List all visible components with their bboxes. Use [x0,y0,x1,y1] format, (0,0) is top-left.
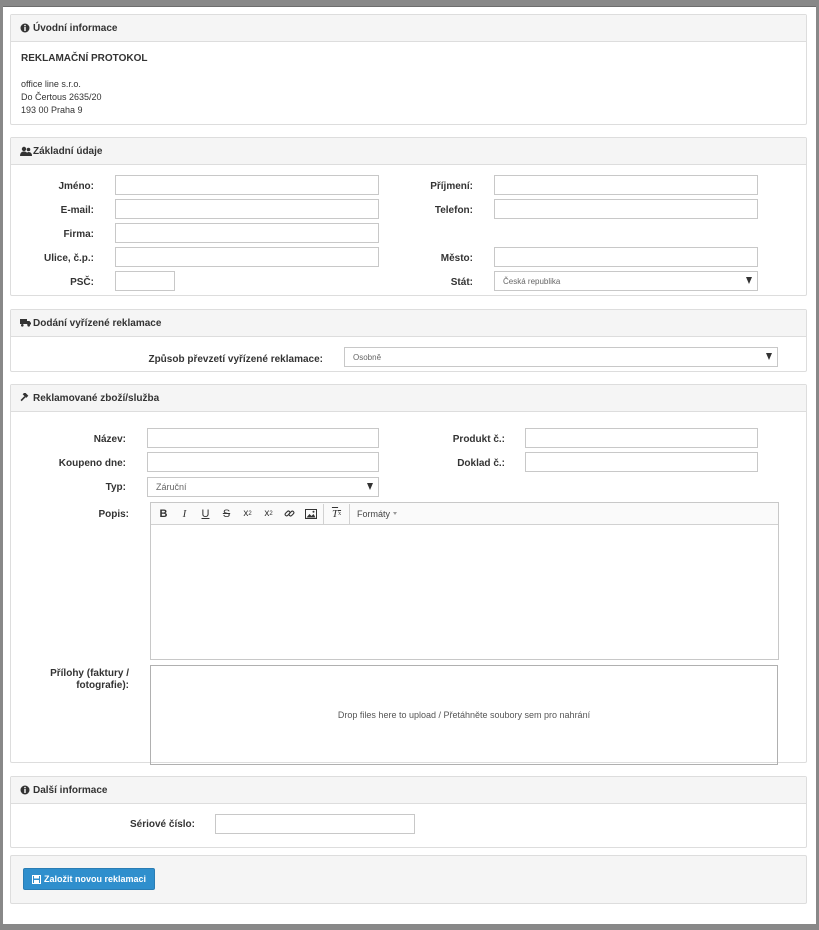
mesto-label: Město: [440,253,473,264]
formats-dropdown[interactable] [352,509,402,519]
serial-number-label: Sériové číslo: [129,819,195,830]
psc-input[interactable] [115,271,175,291]
company-name: office line s.r.o. [21,79,81,89]
formats-label: Formáty [357,508,391,519]
telefon-input[interactable] [494,199,758,219]
delivery-heading [11,310,806,337]
toolbar-divider [323,504,324,524]
truck-icon [20,318,30,328]
dropzone-text: Drop files here to upload / Přetáhněte soubory sem pro nahrání [337,710,591,720]
rich-text-editor [150,502,779,660]
save-icon [32,875,41,884]
koupeno-input[interactable] [147,452,379,472]
basic-info-panel [10,137,807,296]
remove-format-icon[interactable]: T x [331,507,342,520]
popis-label: Popis: [98,509,129,520]
doklad-input[interactable] [525,452,758,472]
nazev-input[interactable] [147,428,379,448]
link-icon[interactable] [279,505,300,523]
telefon-label: Telefon: [434,205,473,216]
stat-select[interactable] [494,271,758,291]
delivery-selected-value: Osobně [353,352,382,362]
company-city: 193 00 Praha 9 [21,105,83,115]
koupeno-label: Koupeno dne: [58,458,126,469]
goods-heading-text: Reklamované zboží/služba [33,392,160,404]
submit-panel [10,855,807,904]
create-complaint-label: Založit novou reklamaci [44,874,147,884]
chevron-down-icon [367,483,373,490]
underline-icon[interactable]: U [201,507,210,520]
goods-heading [11,385,806,412]
other-info-panel [10,776,807,848]
nazev-label: Název: [93,434,126,445]
psc-label: PSČ: [70,277,94,288]
delivery-panel [10,309,807,372]
create-complaint-button[interactable] [23,868,155,890]
other-info-heading [11,777,806,804]
produkt-input[interactable] [525,428,758,448]
delivery-heading-text: Dodání vyřízené reklamace [33,317,162,329]
goods-panel [10,384,807,763]
info-icon [20,785,30,795]
other-info-heading-text: Další informace [33,784,108,796]
typ-select[interactable] [147,477,379,497]
basic-info-heading-text: Základní údaje [33,145,103,157]
complaint-form-page [3,6,816,924]
caret-down-icon [393,512,397,515]
intro-panel [10,14,807,125]
stat-selected-value: Česká republika [503,276,561,286]
editor-content-area[interactable] [151,526,778,659]
image-icon[interactable] [300,505,321,523]
firma-label: Firma: [63,229,94,240]
firma-input[interactable] [115,223,379,243]
doklad-label: Doklad č.: [457,458,505,469]
subscript-icon[interactable]: x 2 [264,508,273,519]
users-icon [20,146,30,156]
chevron-down-icon [766,353,772,360]
email-label: E-mail: [60,205,94,216]
email-input[interactable] [115,199,379,219]
intro-panel-heading [11,15,806,42]
produkt-label: Produkt č.: [452,434,505,445]
ulice-label: Ulice, č.p.: [43,253,94,264]
typ-selected-value: Záruční [156,482,187,492]
strikethrough-icon[interactable]: S [222,507,231,520]
italic-icon[interactable]: I [182,507,187,520]
delivery-method-label: Způsob převzetí vyřízené reklamace: [148,354,323,365]
prijmeni-input[interactable] [494,175,758,195]
protocol-title: REKLAMAČNÍ PROTOKOL [21,53,148,64]
basic-info-heading [11,138,806,165]
ulice-input[interactable] [115,247,379,267]
bold-icon[interactable]: B [159,507,168,520]
jmeno-label: Jméno: [58,181,94,192]
prijmeni-label: Příjmení: [430,181,473,192]
jmeno-input[interactable] [115,175,379,195]
file-dropzone[interactable] [150,665,778,765]
delivery-method-select[interactable] [344,347,778,367]
superscript-icon[interactable]: x 2 [243,508,252,519]
serial-number-input[interactable] [215,814,415,834]
editor-toolbar [151,503,778,525]
chevron-down-icon [746,277,752,284]
stat-label: Stát: [450,277,473,288]
intro-heading-text: Úvodní informace [33,22,118,34]
info-icon [20,23,30,33]
mesto-input[interactable] [494,247,758,267]
gavel-icon [20,393,30,403]
typ-label: Typ: [105,482,126,493]
prilohy-label: Přílohy (faktury / fotografie): [50,668,129,691]
company-street: Do Čertous 2635/20 [21,92,102,102]
toolbar-divider [349,504,350,524]
